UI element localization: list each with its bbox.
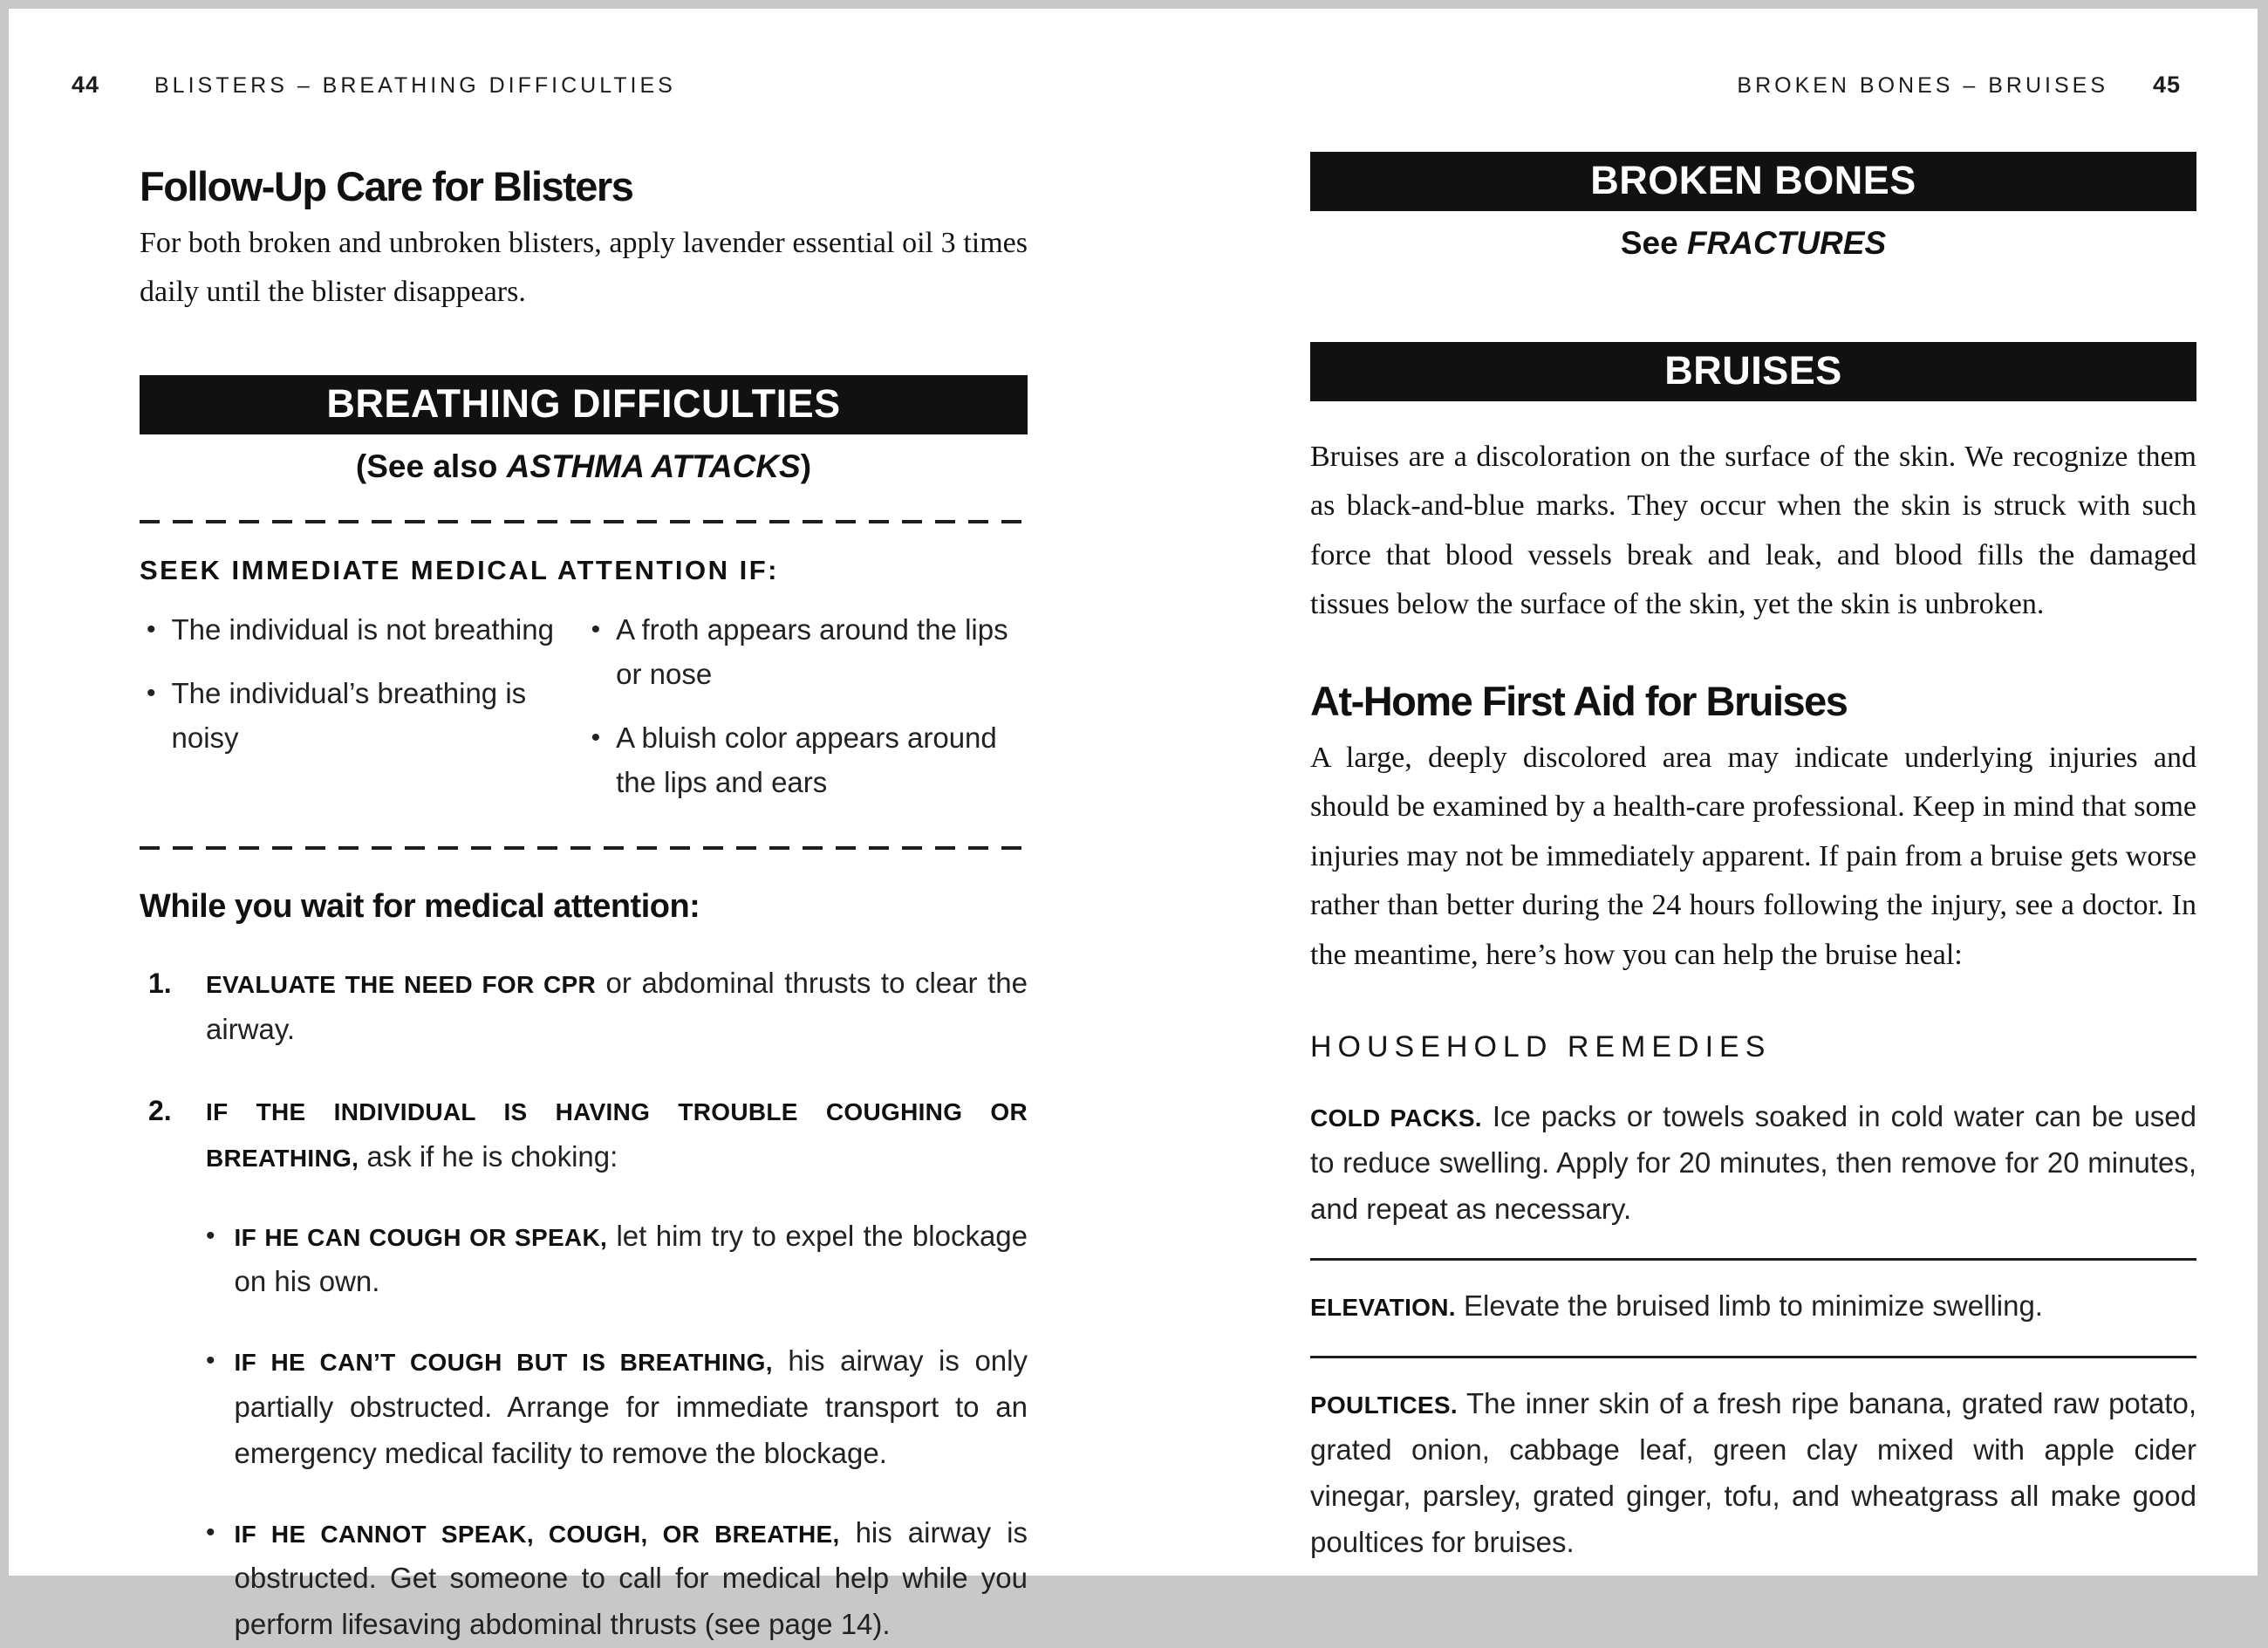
sub-bullet-item-2 [206,1338,1028,1476]
running-head-left [72,72,676,99]
spacer [1310,401,2196,433]
page-number-left: 44 [72,72,100,98]
section-bar-broken-bones: BROKEN BONES [1310,152,2196,211]
sub-bullet-list [140,1214,1028,1648]
step-number: 2. [148,1095,172,1127]
spacer [1310,262,2196,342]
running-head-right [1737,72,2181,99]
remedy-item-cold-packs: COLD PACKS. Ice packs or towels soaked in cold water can be used to reduce swelling. Apply for 20 minutes, then remove for 20 minutes, and repeat as necessary. [1310,1099,2197,1225]
remedy-item-poultices: POULTICES. The inner skin of a fresh ripe banana, grated raw potato, grated onion, cabbage leaf, green clay mixed with apple cider vinegar, parsley, grated ginger, tofu, and wheatgrass all make good poultices for bruises. [1310,1387,2196,1558]
symptom-item: • A froth appears around the lips or nose [584,607,1028,696]
page-number-right: 45 [2152,72,2181,98]
spacer [140,318,1028,375]
sub-bullet-text: • IF HE CAN COUGH OR SPEAK, let him try to expel the blockage on his own. [234,1219,1028,1298]
symptom-item: • The individual’s breathing is noisy [140,671,558,760]
symptom-item: • The individual is not breathing [140,607,558,652]
section-bar-bruises: BRUISES [1310,342,2196,401]
paragraph-athome: A large, deeply discolored area may indicate underlying injuries and should be examined by a health-care professional. Keep in mind that some injuries may not be immediately apparent. If pain from a bruise gets worse rather than better during the 24 hours following the injury, see a doctor. In the meantime, here’s how you can help the bruise heal: [1310,741,2196,971]
step-item-2 [140,1088,1028,1180]
symptom-col-2 [584,607,1028,824]
step-item-1 [140,961,1028,1053]
symptom-col-1 [140,607,558,824]
remedy-item-elevation: ELEVATION. Elevate the bruised limb to minimize swelling. [1310,1289,2043,1323]
step-number: 1. [148,968,172,1000]
running-title-right: BROKEN BONES – BRUISES [1737,73,2108,98]
wait-heading: While you wait for medical attention: [140,888,700,926]
dashed-divider-top [140,520,1028,523]
remedy-divider-1 [1310,1258,2196,1261]
paragraph-bruises-intro: Bruises are a discoloration on the surface of the skin. We recognize them as black-and-blue marks. They occur when the skin is struck with such force that blood vessels break and leak, and blood fills the damaged tissues below the surface of the skin, yet the skin is unbroken. [1310,441,2196,621]
book-spread [9,9,2258,1641]
section-heading-followup: Follow-Up Care for Blisters [140,163,633,209]
dashed-divider-bottom [140,846,1028,850]
sub-bullet-text: • IF HE CAN’T COUGH BUT IS BREATHING, his airway is only partially obstructed. Arrange for immediate transport to an emergency medical facility to remove the blockage. [234,1344,1028,1469]
right-column [1310,140,2196,1565]
see-fractures-note: See FRACTURES [1620,225,1887,261]
sub-bullet-item-3 [206,1510,1028,1648]
step-list [140,961,1028,1180]
seek-attention-heading: SEEK IMMEDIATE MEDICAL ATTENTION IF: [140,554,779,585]
symptom-list [140,607,1028,824]
left-column [140,140,1028,1648]
paragraph-followup: For both broken and unbroken blisters, apply lavender essential oil 3 times daily until the blister disappears. [140,227,1028,309]
sub-bullet-item-1 [206,1214,1028,1306]
symptom-item: • A bluish color appears around the lips and ears [584,715,1028,804]
remedy-divider-2 [1310,1356,2196,1358]
step-text: IF THE INDIVIDUAL IS HAVING TROUBLE COUGHING OR BREATHING, ask if he is choking: [206,1098,1028,1173]
sub-bullet-text: • IF HE CANNOT SPEAK, COUGH, OR BREATHE, his airway is obstructed. Get someone to call for medical help while you perform lifesaving abdominal thrusts (see page 14). [234,1515,1028,1641]
section-bar-breathing: BREATHING DIFFICULTIES [140,375,1028,434]
running-title-left: BLISTERS – BREATHING DIFFICULTIES [154,73,676,98]
spacer [1310,140,2196,152]
remedies-heading: HOUSEHOLD REMEDIES [1310,1029,1772,1063]
step-text: EVALUATE THE NEED FOR CPR or abdominal thrusts to clear the airway. [206,967,1028,1046]
section-heading-athome: At-Home First Aid for Bruises [1310,677,1848,724]
see-also-note: (See also ASTHMA ATTACKS) [355,448,812,484]
